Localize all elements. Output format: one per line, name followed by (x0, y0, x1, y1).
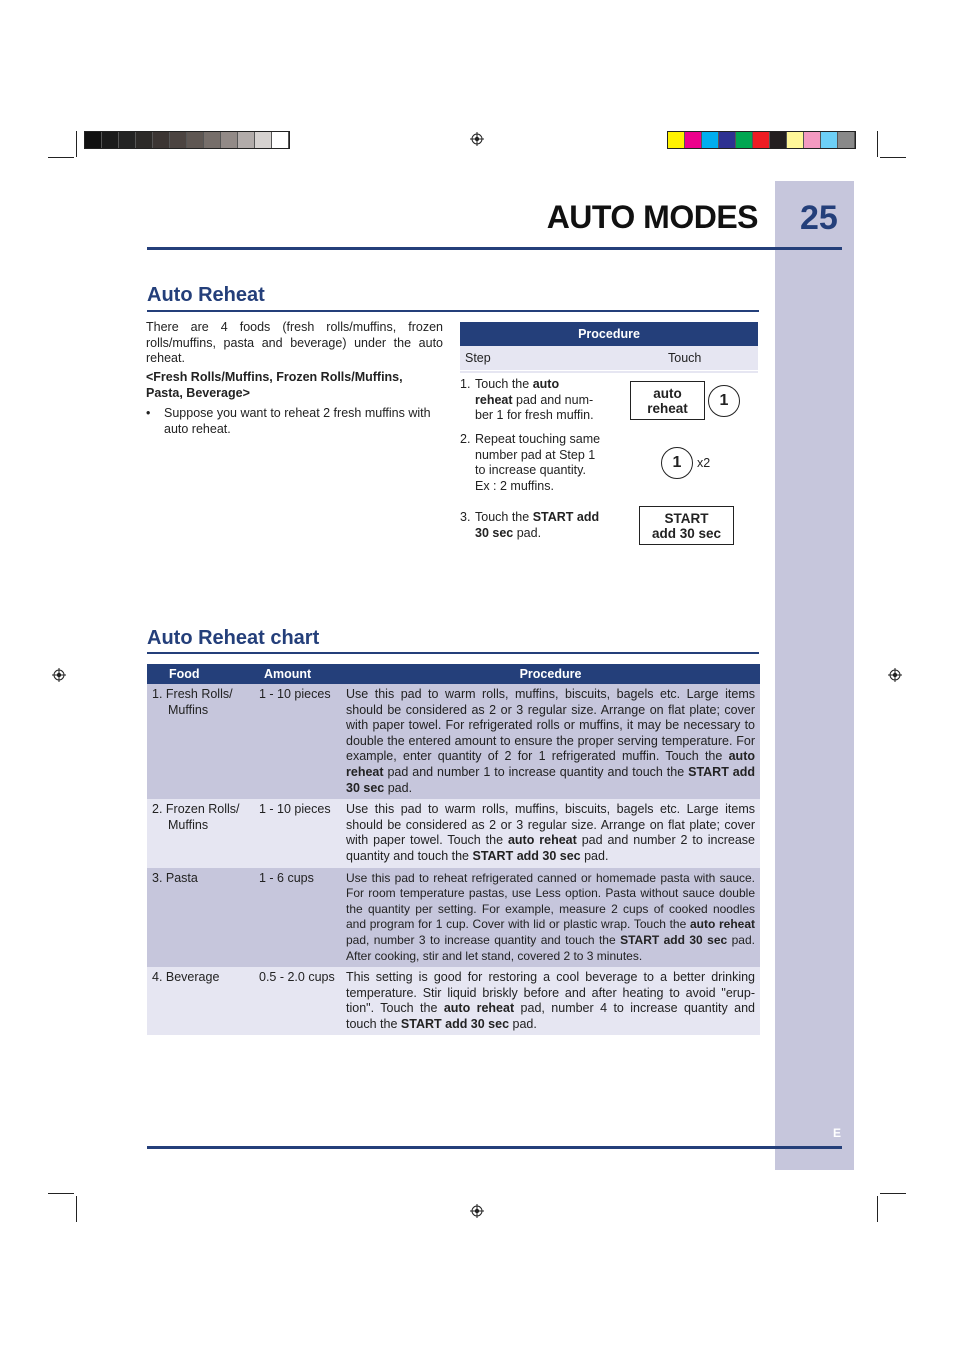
repeat-count: x2 (697, 456, 711, 470)
amount-cell: 1 - 10 pieces (254, 799, 341, 867)
color-swatch (770, 132, 787, 148)
step-text: Touch the (475, 377, 533, 391)
column-header-procedure: Procedure (341, 664, 760, 684)
amount-cell: 1 - 10 pieces (254, 684, 341, 799)
crop-mark (48, 157, 74, 158)
procedure-cell (341, 868, 760, 968)
page-sidebar (775, 181, 854, 1170)
procedure-text-bold: START add 30 sec (400, 1016, 510, 1031)
color-swatch (187, 132, 204, 148)
crop-mark (877, 1196, 878, 1222)
crop-mark (76, 131, 77, 157)
number-1-pad[interactable]: 1 (661, 447, 693, 479)
crop-mark (877, 131, 878, 157)
foods-list (146, 370, 446, 401)
food-label: Muffins (168, 817, 209, 832)
procedure-header: Procedure (460, 322, 758, 346)
column-header-amount: Amount (254, 664, 341, 684)
step-text: Touch the (475, 510, 533, 524)
procedure-text: pad. (509, 1016, 537, 1031)
pad-label: reheat (647, 400, 688, 416)
amount-cell: 1 - 6 cups (254, 868, 341, 968)
procedure-cell (341, 684, 760, 799)
header-rule (147, 247, 842, 250)
table-row (147, 967, 760, 1035)
procedure-text: Use this pad to warm rolls, muffins, biscuits, bagels etc. Large items should be considered as 2 or 3 regular size. Arrange on flat plate; cover with paper towel. For refrigerated rolls or muffins, it may be necessary to double the entered amount to ensure the proper serving temperature. For example, enter quantity of 2 for 1 refrigerated muffin. Touch the (346, 687, 755, 764)
bullet-text: Suppose you want to reheat 2 fresh muffins with auto reheat. (164, 406, 431, 436)
table-row (147, 684, 760, 799)
step-text: ber 1 for fresh muffin. (475, 408, 594, 422)
procedure-text-bold: START add 30 sec (620, 932, 728, 947)
food-cell (147, 967, 254, 1035)
foods-list-line: <Fresh Rolls/Muffins, Frozen Rolls/Muffins, (146, 370, 403, 384)
crop-mark (880, 157, 906, 158)
section-rule (147, 652, 759, 654)
procedure-text: pad, number 4 to increase quantity and touch the (346, 1001, 755, 1031)
procedure-text: pad and number 1 to increase quantity and touch the (383, 764, 689, 779)
step-text-bold: auto (532, 377, 560, 391)
step-number: 2. (460, 432, 471, 446)
color-swatch (753, 132, 770, 148)
color-swatch (272, 132, 289, 148)
registration-mark-icon (52, 668, 66, 682)
color-swatch (668, 132, 685, 148)
step-text-bold: reheat (475, 392, 513, 407)
registration-mark-icon (888, 668, 902, 682)
color-swatch (170, 132, 187, 148)
touch-column-label: Touch (668, 351, 702, 365)
table-row (147, 868, 760, 968)
registration-mark-icon (470, 1204, 484, 1218)
step-text: to increase quantity. (475, 463, 586, 477)
procedure-rule (460, 371, 758, 373)
start-add-30-sec-pad[interactable] (639, 506, 734, 545)
step-text: number pad at Step 1 (475, 447, 596, 462)
procedure-text: pad. (384, 780, 413, 795)
color-swatch (204, 132, 221, 148)
procedure-text: pad. (580, 848, 609, 863)
cmyk-color-bar (667, 131, 856, 149)
food-cell (147, 868, 254, 968)
step-text: pad. (513, 525, 542, 540)
color-swatch (153, 132, 170, 148)
procedure-text-bold: START add 30 sec (346, 764, 755, 795)
procedure-text-bold: START add 30 sec (472, 848, 581, 863)
food-label: 2. Frozen Rolls/ (152, 802, 240, 817)
page-title: AUTO MODES (546, 199, 758, 235)
color-swatch (804, 132, 821, 148)
food-cell (147, 799, 254, 867)
step-text-bold: START add (532, 510, 600, 524)
step-text-bold: 30 sec (475, 525, 514, 540)
crop-mark (76, 1196, 77, 1222)
amount-cell: 0.5 - 2.0 cups (254, 967, 341, 1035)
color-swatch (736, 132, 753, 148)
footer-rule (147, 1146, 842, 1149)
procedure-text: pad. After cooking, stir and let stand, covered 2 to 3 minutes. (346, 932, 755, 963)
column-header-food: Food (147, 664, 254, 684)
food-cell (147, 684, 254, 799)
table-row (147, 799, 760, 867)
procedure-subheader (460, 346, 758, 370)
color-swatch (238, 132, 255, 148)
procedure-text-bold: auto reheat (443, 1001, 515, 1016)
food-label: 3. Pasta (152, 870, 198, 885)
food-label: Muffins (168, 702, 209, 717)
procedure-text-bold: auto reheat (689, 917, 755, 932)
page-number: 25 (800, 199, 838, 237)
pad-label: START (664, 510, 709, 526)
color-swatch (838, 132, 855, 148)
auto-reheat-chart-table (147, 664, 760, 1035)
bullet-icon: • (146, 406, 151, 420)
color-swatch (85, 132, 102, 148)
number-1-pad[interactable]: 1 (708, 385, 740, 417)
registration-mark-icon (470, 132, 484, 146)
step-text: Repeat touching same (475, 432, 601, 446)
procedure-cell (341, 799, 760, 867)
auto-reheat-pad[interactable] (630, 381, 705, 420)
auto-reheat-title: Auto Reheat (147, 284, 265, 306)
food-label: 4. Beverage (152, 970, 220, 985)
color-swatch (136, 132, 153, 148)
pad-label: auto (653, 385, 682, 401)
color-swatch (685, 132, 702, 148)
auto-reheat-chart-title: Auto Reheat chart (147, 627, 320, 649)
crop-mark (880, 1193, 906, 1194)
procedure-text: Use this pad to reheat refrigerated canned or homemade pasta with sauce. For room temperature pastas, use Less option. Pasta without sauce double the quantity per setting. For example, measure 2 cups of cooked noodles and program for 1 cup. Cover with lid or plastic wrap. Touch the (346, 870, 755, 932)
step-column-label: Step (465, 351, 491, 365)
color-swatch (702, 132, 719, 148)
color-swatch (787, 132, 804, 148)
procedure-text: pad and number 2 to increase quantity and touch the (346, 833, 755, 863)
food-label: 1. Fresh Rolls/ (152, 687, 233, 701)
procedure-cell (341, 967, 760, 1035)
foods-list-line: Pasta, Beverage> (146, 385, 250, 400)
color-swatch (102, 132, 119, 148)
step-number: 3. (460, 510, 471, 524)
color-swatch (255, 132, 272, 148)
table-header-row (147, 664, 760, 684)
crop-mark (48, 1193, 74, 1194)
bullet-item (146, 406, 444, 437)
procedure-table (460, 322, 758, 373)
step-text: pad and num- (512, 392, 594, 407)
color-swatch (119, 132, 136, 148)
procedure-text: This setting is good for restoring a cool beverage to a better drinking temperature. Stir liquid briskly before and after heating to avoid "erup-tion". Touch the (346, 970, 755, 1016)
pad-label: add 30 sec (651, 525, 722, 541)
grayscale-color-bar (84, 131, 290, 149)
color-swatch (221, 132, 238, 148)
procedure-text-bold: auto reheat (507, 833, 577, 848)
procedure-text-bold: auto reheat (346, 749, 755, 779)
step-number: 1. (460, 377, 471, 391)
color-swatch (821, 132, 838, 148)
section-rule (147, 310, 759, 312)
language-indicator: E (833, 1126, 842, 1140)
auto-reheat-intro: There are 4 foods (fresh rolls/muffins, frozen rolls/muffins, pasta and beverage) under the auto reheat. (146, 320, 443, 365)
procedure-text: Use this pad to warm rolls, muffins, biscuits, bagels etc. Large items should be considered as 2 or 3 regular size. Arrange on flat plate; cover with paper towel. Touch the (346, 802, 755, 848)
color-swatch (719, 132, 736, 148)
procedure-text: pad, number 3 to increase quantity and touch the (346, 932, 621, 947)
step-text: Ex : 2 muffins. (475, 478, 554, 493)
